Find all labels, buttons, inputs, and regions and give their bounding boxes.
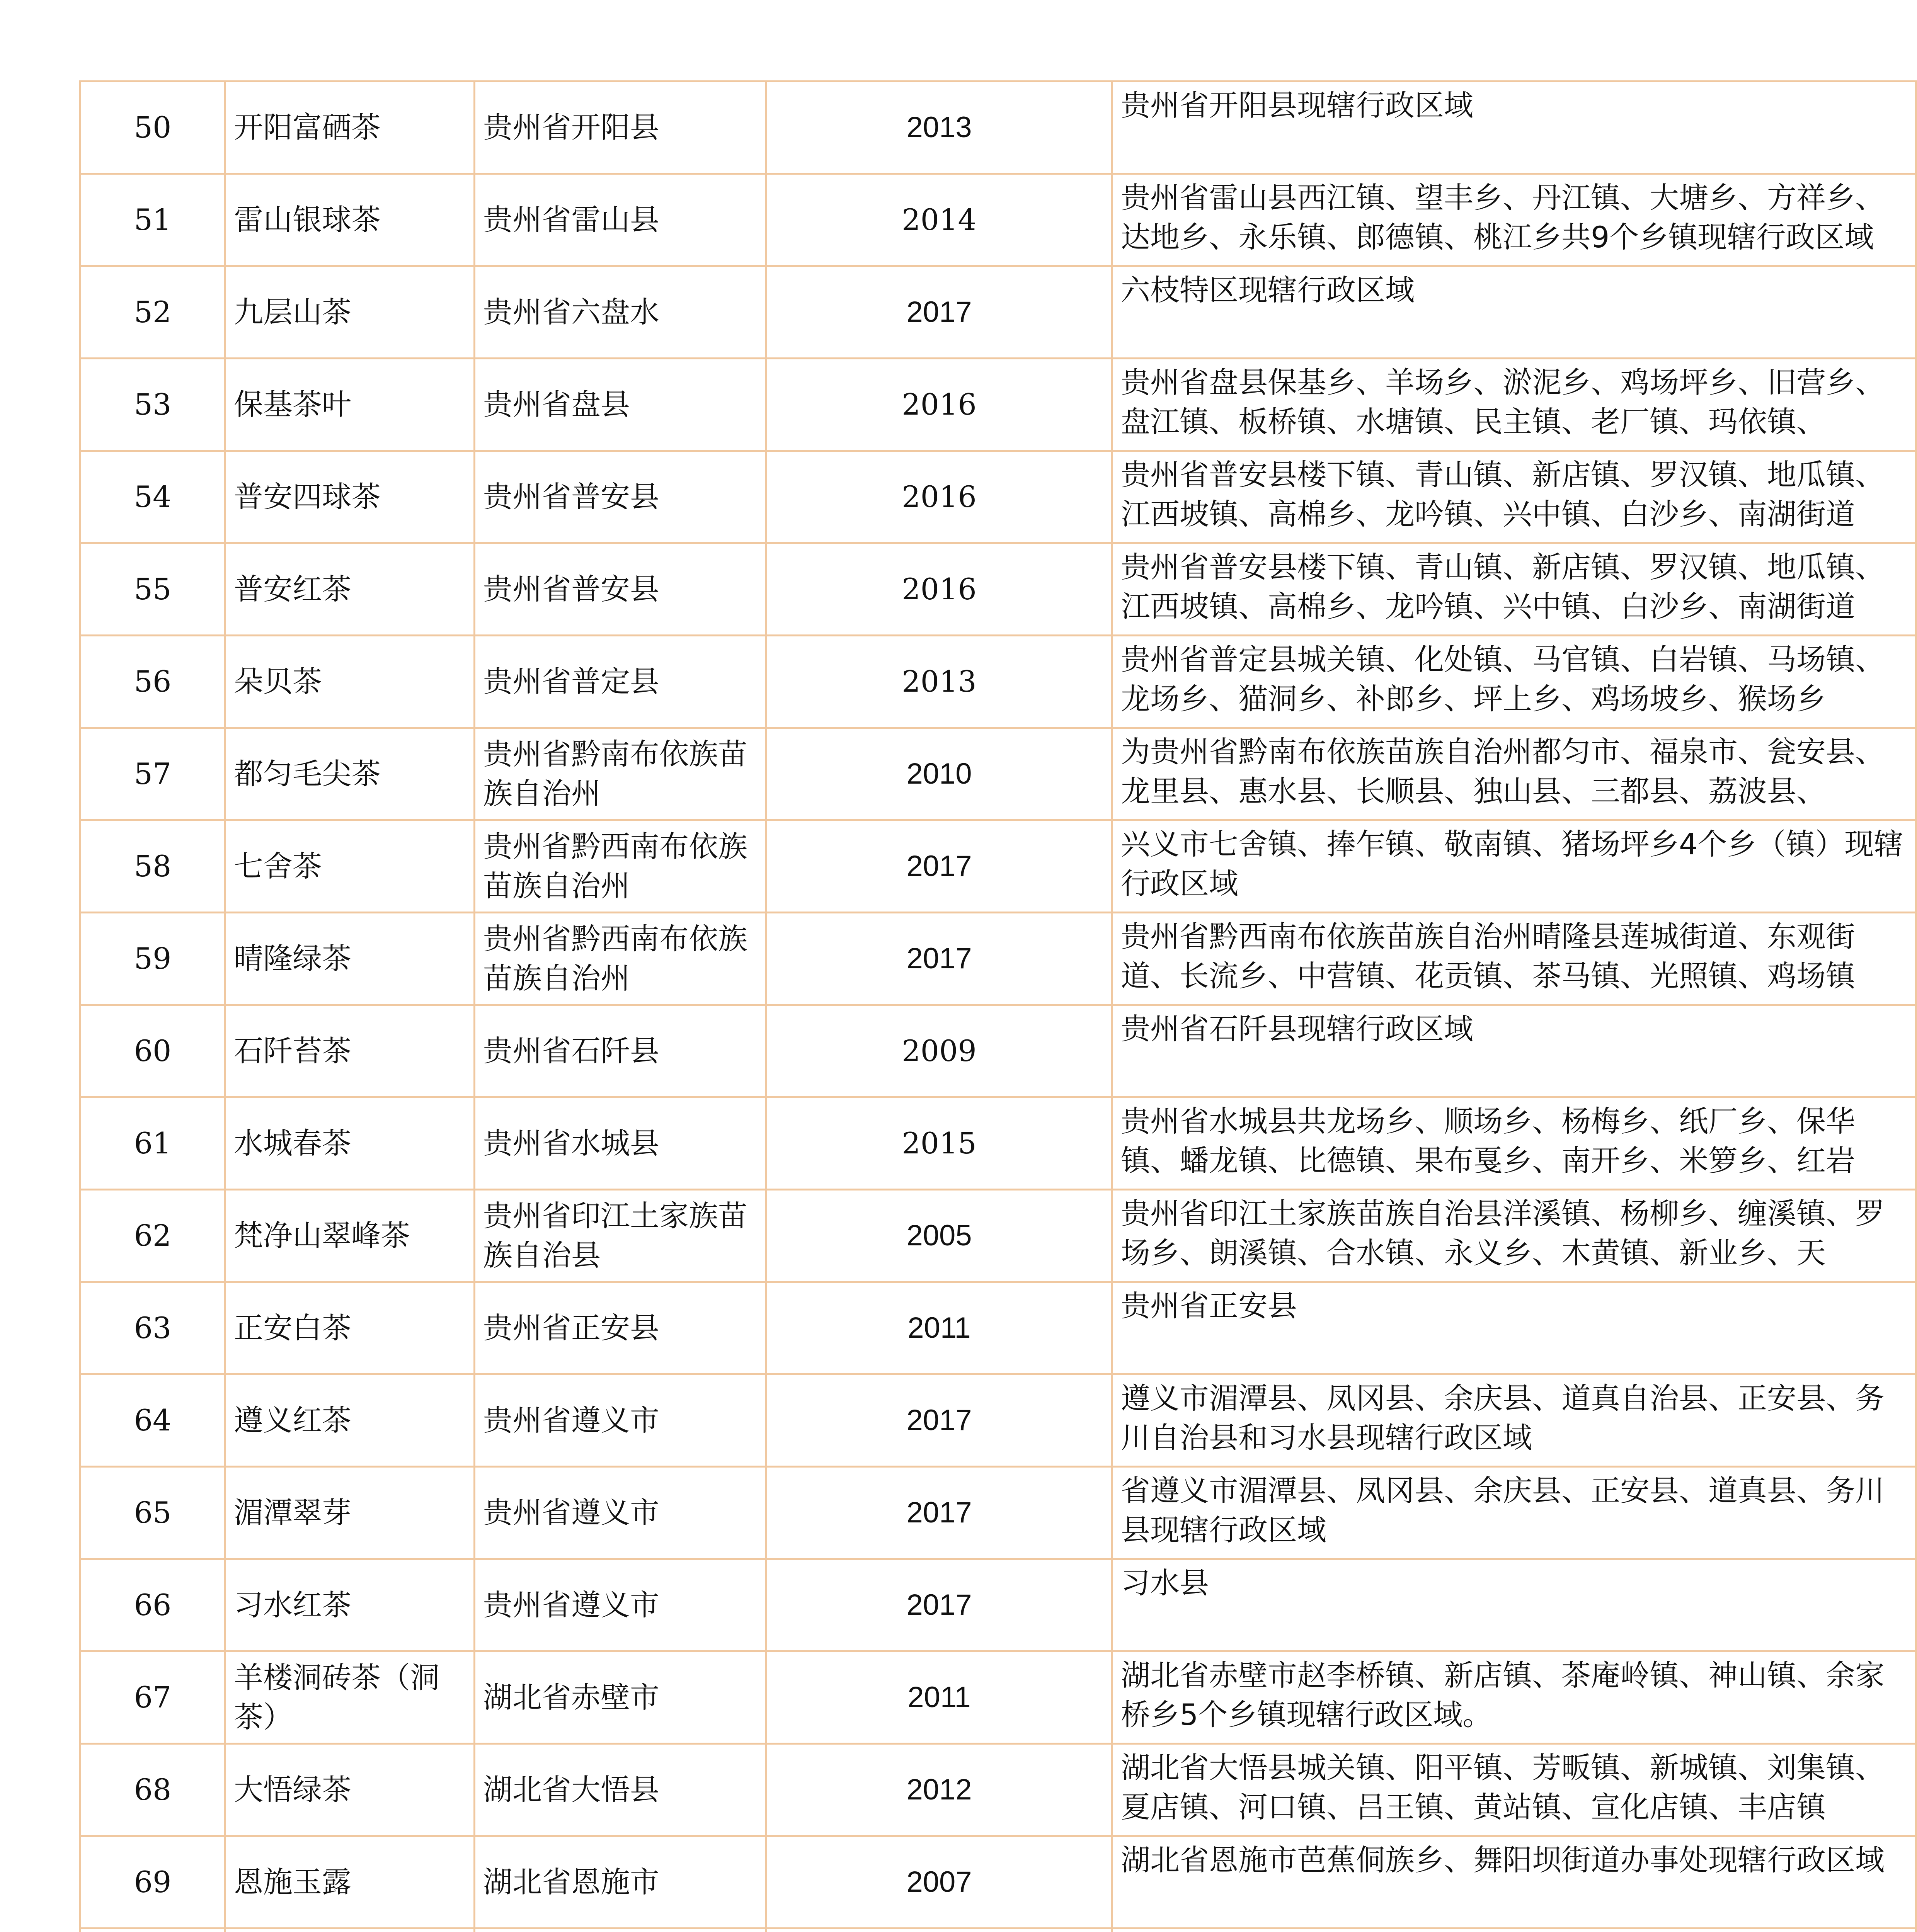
- product-name: 水城春茶: [225, 1097, 475, 1190]
- year: 2011: [766, 1651, 1112, 1744]
- row-number: 51: [80, 174, 225, 266]
- region: 贵州省六盘水: [475, 266, 766, 359]
- region: 贵州省水城县: [475, 1097, 766, 1190]
- year: 2011: [766, 1282, 1112, 1374]
- protection-scope: [1112, 266, 1916, 359]
- product-name: 晴隆绿茶: [225, 913, 475, 1005]
- table-row: [80, 82, 1916, 174]
- row-number: 59: [80, 913, 225, 1005]
- year: 2017: [766, 266, 1112, 359]
- product-name: [225, 1929, 475, 1932]
- year: 2013: [766, 636, 1112, 728]
- row-number: [80, 1929, 225, 1932]
- table-row: [80, 1559, 1916, 1651]
- protection-scope-text: 贵州省普安县楼下镇、青山镇、新店镇、罗汉镇、地瓜镇、江西坡镇、高棉乡、龙吟镇、兴中镇、白沙乡、南湖街道: [1121, 550, 1885, 624]
- protection-scope: [1112, 728, 1916, 820]
- year: 2016: [766, 543, 1112, 636]
- protection-scope: [1112, 820, 1916, 913]
- protection-scope-text: 贵州省水城县共龙场乡、顺场乡、杨梅乡、纸厂乡、保华镇、蟠龙镇、比德镇、果布戛乡、南开乡、米箩乡、红岩: [1121, 1104, 1855, 1178]
- product-name: 保基茶叶: [225, 359, 475, 451]
- protection-scope: [1112, 451, 1916, 543]
- region: 贵州省雷山县: [475, 174, 766, 266]
- protection-scope: [1112, 1374, 1916, 1467]
- protection-scope-text: 贵州省正安县: [1121, 1289, 1297, 1323]
- protection-scope-text: 贵州省普安县楼下镇、青山镇、新店镇、罗汉镇、地瓜镇、江西坡镇、高棉乡、龙吟镇、兴中镇、白沙乡、南湖街道: [1121, 457, 1885, 531]
- year: 2015: [766, 1097, 1112, 1190]
- row-number: 54: [80, 451, 225, 543]
- product-name: 都匀毛尖茶: [225, 728, 475, 820]
- tea-geographic-indication-table: [79, 80, 1917, 1932]
- product-name: 雷山银球茶: [225, 174, 475, 266]
- table-row: [80, 636, 1916, 728]
- region: 贵州省开阳县: [475, 82, 766, 174]
- region: 贵州省石阡县: [475, 1005, 766, 1097]
- protection-scope: [1112, 1836, 1916, 1929]
- table-row: [80, 913, 1916, 1005]
- year: [766, 1929, 1112, 1932]
- protection-scope: [1112, 174, 1916, 266]
- protection-scope-text: 湖北省恩施市芭蕉侗族乡、舞阳坝街道办事处现辖行政区域: [1121, 1843, 1885, 1877]
- region: 湖北省恩施市: [475, 1836, 766, 1929]
- row-number: 57: [80, 728, 225, 820]
- table-row: [80, 1651, 1916, 1744]
- year: 2017: [766, 1374, 1112, 1467]
- table-row: [80, 1282, 1916, 1374]
- year: 2010: [766, 728, 1112, 820]
- year: 2016: [766, 359, 1112, 451]
- table-row: [80, 728, 1916, 820]
- region: 贵州省印江土家族苗族自治县: [475, 1190, 766, 1282]
- product-name: 大悟绿茶: [225, 1744, 475, 1836]
- product-name: 普安红茶: [225, 543, 475, 636]
- region: 湖北省大悟县: [475, 1744, 766, 1836]
- year: 2007: [766, 1836, 1112, 1929]
- year: 2014: [766, 174, 1112, 266]
- region: 贵州省正安县: [475, 1282, 766, 1374]
- table-row: [80, 1836, 1916, 1929]
- table-row: [80, 1744, 1916, 1836]
- protection-scope-text: 湖北省大悟县城关镇、阳平镇、芳畈镇、新城镇、刘集镇、夏店镇、河口镇、吕王镇、黄站镇、宣化店镇、丰店镇: [1121, 1750, 1885, 1824]
- year: 2017: [766, 1559, 1112, 1651]
- protection-scope-text: 贵州省雷山县西江镇、望丰乡、丹江镇、大塘乡、方祥乡、达地乡、永乐镇、郎德镇、桃江乡共9个乡镇现辖行政区域: [1121, 180, 1885, 254]
- region: 湖北省赤壁市: [475, 1651, 766, 1744]
- protection-scope: [1112, 1929, 1916, 1932]
- region: 贵州省遵义市: [475, 1467, 766, 1559]
- table-row: [80, 174, 1916, 266]
- table-row: [80, 1005, 1916, 1097]
- protection-scope: [1112, 1097, 1916, 1190]
- protection-scope: [1112, 1282, 1916, 1374]
- product-name: 普安四球茶: [225, 451, 475, 543]
- table-row: [80, 359, 1916, 451]
- region: 贵州省普安县: [475, 451, 766, 543]
- product-name: 朵贝茶: [225, 636, 475, 728]
- region: 贵州省黔西南布依族苗族自治州: [475, 913, 766, 1005]
- protection-scope-text: 贵州省黔西南布依族苗族自治州晴隆县莲城街道、东观街道、长流乡、中营镇、花贡镇、茶马镇、光照镇、鸡场镇: [1121, 919, 1855, 993]
- year: 2017: [766, 1467, 1112, 1559]
- protection-scope: [1112, 359, 1916, 451]
- table-row: [80, 266, 1916, 359]
- protection-scope-text: 为贵州省黔南布依族苗族自治州都匀市、福泉市、瓮安县、龙里县、惠水县、长顺县、独山县、三都县、荔波县、: [1121, 735, 1885, 808]
- product-name: 湄潭翠芽: [225, 1467, 475, 1559]
- table-row: [80, 1467, 1916, 1559]
- row-number: 60: [80, 1005, 225, 1097]
- region: 贵州省盘县: [475, 359, 766, 451]
- product-name: 开阳富硒茶: [225, 82, 475, 174]
- row-number: 61: [80, 1097, 225, 1190]
- protection-scope: [1112, 1190, 1916, 1282]
- year: 2012: [766, 1744, 1112, 1836]
- protection-scope-text: 贵州省普定县城关镇、化处镇、马官镇、白岩镇、马场镇、龙场乡、猫洞乡、补郎乡、坪上乡、鸡场坡乡、猴场乡: [1121, 642, 1885, 716]
- protection-scope-text: 遵义市湄潭县、凤冈县、余庆县、道真自治县、正安县、务川自治县和习水县现辖行政区域: [1121, 1381, 1885, 1455]
- protection-scope-text: 贵州省盘县保基乡、羊场乡、淤泥乡、鸡场坪乡、旧营乡、盘江镇、板桥镇、水塘镇、民主镇、老厂镇、玛依镇、: [1121, 365, 1885, 439]
- product-name: 遵义红茶: [225, 1374, 475, 1467]
- protection-scope-text: 六枝特区现辖行政区域: [1121, 273, 1415, 307]
- table-row: [80, 1374, 1916, 1467]
- row-number: 63: [80, 1282, 225, 1374]
- protection-scope: [1112, 543, 1916, 636]
- row-number: 53: [80, 359, 225, 451]
- row-number: 52: [80, 266, 225, 359]
- row-number: 65: [80, 1467, 225, 1559]
- row-number: 56: [80, 636, 225, 728]
- row-number: 69: [80, 1836, 225, 1929]
- table-row: [80, 1929, 1916, 1932]
- year: 2009: [766, 1005, 1112, 1097]
- product-name: 梵净山翠峰茶: [225, 1190, 475, 1282]
- year: 2017: [766, 913, 1112, 1005]
- protection-scope: [1112, 82, 1916, 174]
- protection-scope-text: 习水县: [1121, 1566, 1209, 1600]
- row-number: 68: [80, 1744, 225, 1836]
- row-number: 67: [80, 1651, 225, 1744]
- table-row: [80, 451, 1916, 543]
- region: 贵州省普安县: [475, 543, 766, 636]
- protection-scope-text: 贵州省石阡县现辖行政区域: [1121, 1012, 1473, 1046]
- region: 贵州省遵义市: [475, 1559, 766, 1651]
- protection-scope-text: 贵州省开阳县现辖行政区域: [1121, 88, 1473, 122]
- protection-scope: [1112, 1744, 1916, 1836]
- row-number: 55: [80, 543, 225, 636]
- year: 2016: [766, 451, 1112, 543]
- protection-scope: [1112, 1651, 1916, 1744]
- table-row: [80, 543, 1916, 636]
- table-row: [80, 1097, 1916, 1190]
- year: 2005: [766, 1190, 1112, 1282]
- protection-scope-text: 贵州省印江土家族苗族自治县洋溪镇、杨柳乡、缠溪镇、罗场乡、朗溪镇、合水镇、永义乡、木黄镇、新业乡、天: [1121, 1196, 1885, 1270]
- region: 贵州省普定县: [475, 636, 766, 728]
- protection-scope-text: 兴义市七舍镇、捧乍镇、敬南镇、猪场坪乡4个乡（镇）现辖行政区域: [1121, 827, 1903, 901]
- row-number: 62: [80, 1190, 225, 1282]
- row-number: 50: [80, 82, 225, 174]
- product-name: 九层山茶: [225, 266, 475, 359]
- row-number: 66: [80, 1559, 225, 1651]
- row-number: 58: [80, 820, 225, 913]
- row-number: 64: [80, 1374, 225, 1467]
- table-row: [80, 820, 1916, 913]
- product-name: 恩施玉露: [225, 1836, 475, 1929]
- table-row: [80, 1190, 1916, 1282]
- product-name: 正安白茶: [225, 1282, 475, 1374]
- protection-scope-text: 省遵义市湄潭县、凤冈县、余庆县、正安县、道真县、务川县现辖行政区域: [1121, 1473, 1885, 1547]
- protection-scope: [1112, 1467, 1916, 1559]
- product-name: 石阡苔茶: [225, 1005, 475, 1097]
- region: 贵州省遵义市: [475, 1374, 766, 1467]
- region: 贵州省黔南布依族苗族自治州: [475, 728, 766, 820]
- year: 2017: [766, 820, 1112, 913]
- protection-scope: [1112, 913, 1916, 1005]
- region: [475, 1929, 766, 1932]
- protection-scope: [1112, 636, 1916, 728]
- product-name: 羊楼洞砖茶（洞茶）: [225, 1651, 475, 1744]
- protection-scope-text: 湖北省赤壁市赵李桥镇、新店镇、茶庵岭镇、神山镇、余家桥乡5个乡镇现辖行政区域。: [1121, 1658, 1885, 1732]
- product-name: 七舍茶: [225, 820, 475, 913]
- region: 贵州省黔西南布依族苗族自治州: [475, 820, 766, 913]
- protection-scope: [1112, 1559, 1916, 1651]
- year: 2013: [766, 82, 1112, 174]
- protection-scope: [1112, 1005, 1916, 1097]
- product-name: 习水红茶: [225, 1559, 475, 1651]
